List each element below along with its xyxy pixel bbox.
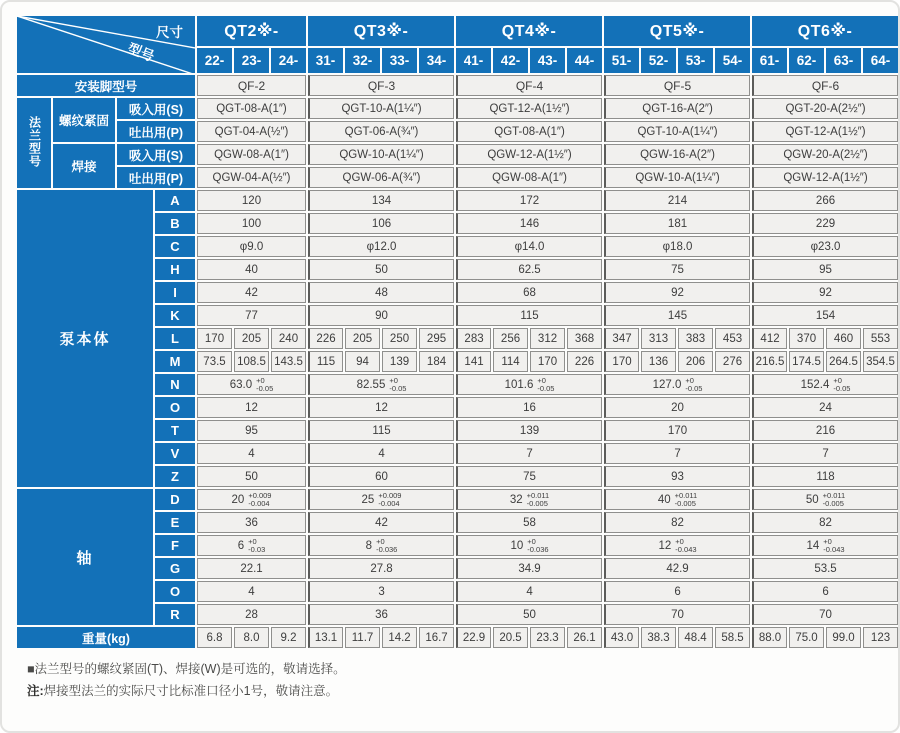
dimension-value: 115 xyxy=(308,420,454,441)
flange-model-value: QGW-12-A(1½″) xyxy=(456,144,602,165)
flange-model-value: QGT-10-A(1¼″) xyxy=(604,121,750,142)
dimension-value: 172 xyxy=(456,190,602,211)
dimension-value: φ23.0 xyxy=(752,236,898,257)
dimension-tolerance-value xyxy=(308,489,454,510)
tol-nominal: 101.6 xyxy=(504,378,534,391)
dimension-letter: R xyxy=(155,604,195,625)
dimension-value: 7 xyxy=(456,443,602,464)
dimension-value: 62.5 xyxy=(456,259,602,280)
dimension-tolerance-value xyxy=(604,374,750,395)
weight-value: 6.8 xyxy=(197,627,232,648)
dimension-letter: A xyxy=(155,190,195,211)
dimension-letter: E xyxy=(155,512,195,533)
flange-model-value: QGT-12-A(1½″) xyxy=(456,98,602,119)
discharge-port-label: 吐出用(P) xyxy=(117,167,195,188)
weight-value: 123 xyxy=(863,627,898,648)
tol-minus: -0.036 xyxy=(527,544,549,554)
dimension-value: 16 xyxy=(456,397,602,418)
model-subheader: 44- xyxy=(567,48,602,73)
tol-nominal: 20 xyxy=(231,493,245,506)
flange-model-value: QGW-06-A(¾″) xyxy=(308,167,454,188)
dimension-tolerance-value xyxy=(197,374,306,395)
dimension-value: 226 xyxy=(567,351,602,372)
corner-cell xyxy=(17,16,195,73)
dimension-value: 108.5 xyxy=(234,351,269,372)
tol-plus: +0.009 xyxy=(248,490,272,500)
dimension-value: 36 xyxy=(308,604,454,625)
dimension-value: 60 xyxy=(308,466,454,487)
dimension-value: 250 xyxy=(382,328,417,349)
suction-port-label: 吸入用(S) xyxy=(117,98,195,119)
tol-nominal: 12 xyxy=(658,539,672,552)
weight-value: 9.2 xyxy=(271,627,306,648)
dimension-value: 264.5 xyxy=(826,351,861,372)
dimension-value: 136 xyxy=(641,351,676,372)
dimension-value: 460 xyxy=(826,328,861,349)
pump-spec-table xyxy=(15,14,900,650)
model-subheader: 31- xyxy=(308,48,343,73)
model-subheader: 63- xyxy=(826,48,861,73)
weight-label: 重量(kg) xyxy=(17,627,195,648)
dimension-value: 170 xyxy=(604,351,639,372)
dimension-value: 50 xyxy=(456,604,602,625)
dimension-value: 114 xyxy=(493,351,528,372)
flange-model-value: QGW-12-A(1½″) xyxy=(752,167,898,188)
weight-value: 11.7 xyxy=(345,627,380,648)
dimension-value: 115 xyxy=(456,305,602,326)
tol-minus: -0.05 xyxy=(537,383,555,393)
tol-minus: -0.05 xyxy=(256,383,274,393)
series-header: QT3※- xyxy=(308,16,454,46)
tol-minus: -0.004 xyxy=(378,498,400,508)
dimension-letter: I xyxy=(155,282,195,303)
dimension-value: 453 xyxy=(715,328,750,349)
tol-plus: +0 xyxy=(376,536,385,546)
tol-minus: -0.05 xyxy=(833,383,851,393)
tol-minus: -0.043 xyxy=(823,544,845,554)
flange-model-value: QGT-20-A(2½″) xyxy=(752,98,898,119)
tol-nominal: 32 xyxy=(509,493,523,506)
dimension-value: 266 xyxy=(752,190,898,211)
dimension-value: 92 xyxy=(752,282,898,303)
dimension-value: 154 xyxy=(752,305,898,326)
dimension-value: 226 xyxy=(308,328,343,349)
dimension-value: 206 xyxy=(678,351,713,372)
dimension-letter: C xyxy=(155,236,195,257)
dimension-value: 27.8 xyxy=(308,558,454,579)
tol-minus: -0.004 xyxy=(248,498,270,508)
tol-nominal: 50 xyxy=(805,493,819,506)
dimension-value: 146 xyxy=(456,213,602,234)
dimension-letter: F xyxy=(155,535,195,556)
tol-minus: -0.05 xyxy=(389,383,407,393)
dimension-tolerance-value xyxy=(308,535,454,556)
dimension-value: 170 xyxy=(197,328,232,349)
mount-foot-value: QF-4 xyxy=(456,75,602,96)
dimension-value: 139 xyxy=(382,351,417,372)
weight-value: 26.1 xyxy=(567,627,602,648)
model-subheader: 62- xyxy=(789,48,824,73)
flange-model-value: QGT-08-A(1″) xyxy=(197,98,306,119)
tol-minus: -0.005 xyxy=(822,498,844,508)
dimension-value: 118 xyxy=(752,466,898,487)
dimension-letter: D xyxy=(155,489,195,510)
dimension-letter: H xyxy=(155,259,195,280)
dimension-value: 77 xyxy=(197,305,306,326)
dimension-value: 34.9 xyxy=(456,558,602,579)
dimension-letter: V xyxy=(155,443,195,464)
tol-plus: +0 xyxy=(527,536,536,546)
tol-nominal: 8 xyxy=(365,539,373,552)
dimension-value: 75 xyxy=(456,466,602,487)
flange-model-value: QGW-16-A(2″) xyxy=(604,144,750,165)
dimension-value: 229 xyxy=(752,213,898,234)
dimension-value: 22.1 xyxy=(197,558,306,579)
weight-value: 43.0 xyxy=(604,627,639,648)
dimension-value: 141 xyxy=(456,351,491,372)
dimension-value: 36 xyxy=(197,512,306,533)
dimension-tolerance-value xyxy=(456,374,602,395)
dimension-value: 48 xyxy=(308,282,454,303)
discharge-port-label: 吐出用(P) xyxy=(117,121,195,142)
mount-foot-value: QF-6 xyxy=(752,75,898,96)
corner-model-label: 型号 xyxy=(125,40,157,65)
model-subheader: 43- xyxy=(530,48,565,73)
flange-model-value: QGT-10-A(1¼″) xyxy=(308,98,454,119)
note-text: 焊接型法兰的实际尺寸比标准口径小1号，敬请注意。 xyxy=(43,684,339,698)
weight-value: 8.0 xyxy=(234,627,269,648)
tol-nominal: 6 xyxy=(237,539,245,552)
weight-value: 22.9 xyxy=(456,627,491,648)
dimension-value: 75 xyxy=(604,259,750,280)
dimension-value: 240 xyxy=(271,328,306,349)
dimension-value: 82 xyxy=(752,512,898,533)
tol-nominal: 152.4 xyxy=(800,378,830,391)
dimension-tolerance-value xyxy=(604,535,750,556)
dimension-value: 95 xyxy=(752,259,898,280)
dimension-value: 40 xyxy=(197,259,306,280)
tol-plus: +0.009 xyxy=(378,490,402,500)
mount-foot-value: QF-5 xyxy=(604,75,750,96)
weight-value: 58.5 xyxy=(715,627,750,648)
dimension-value: 134 xyxy=(308,190,454,211)
dimension-value: 412 xyxy=(752,328,787,349)
dimension-value: 100 xyxy=(197,213,306,234)
weight-value: 16.7 xyxy=(419,627,454,648)
tol-nominal: 40 xyxy=(657,493,671,506)
dimension-value: 82 xyxy=(604,512,750,533)
dimension-value: 90 xyxy=(308,305,454,326)
dimension-value: 120 xyxy=(197,190,306,211)
dimension-value: 313 xyxy=(641,328,676,349)
dimension-tolerance-value xyxy=(604,489,750,510)
tol-plus: +0 xyxy=(685,375,694,385)
dimension-value: 216 xyxy=(752,420,898,441)
corner-size-label: 尺寸 xyxy=(156,25,183,40)
model-subheader: 33- xyxy=(382,48,417,73)
dimension-value: 143.5 xyxy=(271,351,306,372)
dimension-value: 6 xyxy=(752,581,898,602)
dimension-value: φ18.0 xyxy=(604,236,750,257)
flange-model-value: QGW-08-A(1″) xyxy=(197,144,306,165)
series-header: QT6※- xyxy=(752,16,898,46)
flange-model-value: QGT-12-A(1½″) xyxy=(752,121,898,142)
dimension-value: 68 xyxy=(456,282,602,303)
flange-model-value: QGT-06-A(¾″) xyxy=(308,121,454,142)
model-subheader: 24- xyxy=(271,48,306,73)
flange-section-label xyxy=(17,98,51,188)
tol-plus: +0 xyxy=(389,375,398,385)
dimension-value: 368 xyxy=(567,328,602,349)
dimension-value: 295 xyxy=(419,328,454,349)
dimension-tolerance-value xyxy=(456,535,602,556)
dimension-value: 312 xyxy=(530,328,565,349)
tol-plus: +0 xyxy=(833,375,842,385)
weight-value: 38.3 xyxy=(641,627,676,648)
flange-model-value: QGW-10-A(1¼″) xyxy=(604,167,750,188)
dimension-value: 7 xyxy=(752,443,898,464)
note-weld-size xyxy=(27,681,891,699)
dimension-value: 214 xyxy=(604,190,750,211)
flange-model-value: QGW-08-A(1″) xyxy=(456,167,602,188)
dimension-value: 12 xyxy=(197,397,306,418)
dimension-letter: M xyxy=(155,351,195,372)
tol-minus: -0.005 xyxy=(526,498,548,508)
dimension-letter: L xyxy=(155,328,195,349)
dimension-value: 553 xyxy=(863,328,898,349)
dimension-value: 42.9 xyxy=(604,558,750,579)
dimension-value: 276 xyxy=(715,351,750,372)
weight-value: 20.5 xyxy=(493,627,528,648)
dimension-letter: K xyxy=(155,305,195,326)
dimension-value: 347 xyxy=(604,328,639,349)
weight-value: 23.3 xyxy=(530,627,565,648)
dimension-value: 73.5 xyxy=(197,351,232,372)
dimension-value: 28 xyxy=(197,604,306,625)
dimension-value: 4 xyxy=(456,581,602,602)
tol-nominal: 14 xyxy=(806,539,820,552)
flange-model-value: QGW-04-A(½″) xyxy=(197,167,306,188)
note-flange-option: ■法兰型号的螺纹紧固(T)、焊接(W)是可选的，敬请选择。 xyxy=(27,662,346,676)
dimension-value: 174.5 xyxy=(789,351,824,372)
weight-value: 88.0 xyxy=(752,627,787,648)
dimension-value: 70 xyxy=(752,604,898,625)
dimension-value: 4 xyxy=(197,581,306,602)
weight-value: 13.1 xyxy=(308,627,343,648)
dimension-value: 354.5 xyxy=(863,351,898,372)
dimension-value: 53.5 xyxy=(752,558,898,579)
dimension-value: φ14.0 xyxy=(456,236,602,257)
tol-minus: -0.043 xyxy=(675,544,697,554)
dimension-value: 106 xyxy=(308,213,454,234)
tol-plus: +0 xyxy=(256,375,265,385)
weight-value: 75.0 xyxy=(789,627,824,648)
dimension-tolerance-value xyxy=(752,489,898,510)
note-prefix: 注: xyxy=(27,684,44,698)
dimension-tolerance-value xyxy=(197,489,306,510)
tol-minus: -0.005 xyxy=(674,498,696,508)
mount-foot-value: QF-3 xyxy=(308,75,454,96)
dimension-value: 24 xyxy=(752,397,898,418)
dimension-value: 3 xyxy=(308,581,454,602)
tol-plus: +0.011 xyxy=(674,490,698,500)
tol-plus: +0 xyxy=(248,536,257,546)
dimension-tolerance-value xyxy=(308,374,454,395)
dimension-letter: T xyxy=(155,420,195,441)
model-subheader: 22- xyxy=(197,48,232,73)
tol-plus: +0 xyxy=(823,536,832,546)
model-subheader: 51- xyxy=(604,48,639,73)
dimension-value: 256 xyxy=(493,328,528,349)
series-header: QT4※- xyxy=(456,16,602,46)
flange-model-value: QGW-10-A(1¼″) xyxy=(308,144,454,165)
model-subheader: 32- xyxy=(345,48,380,73)
fastening-method-label: 螺纹紧固 xyxy=(53,98,115,142)
welding-method-label: 焊接 xyxy=(53,144,115,188)
tol-minus: -0.036 xyxy=(376,544,398,554)
section-label: 泵本体 xyxy=(17,190,153,487)
dimension-tolerance-value xyxy=(752,535,898,556)
model-subheader: 23- xyxy=(234,48,269,73)
tol-minus: -0.05 xyxy=(685,383,703,393)
section-label: 轴 xyxy=(17,489,153,625)
model-subheader: 53- xyxy=(678,48,713,73)
weight-value: 14.2 xyxy=(382,627,417,648)
dimension-value: 95 xyxy=(197,420,306,441)
dimension-value: 145 xyxy=(604,305,750,326)
tol-plus: +0.011 xyxy=(822,490,846,500)
dimension-value: 42 xyxy=(197,282,306,303)
flange-model-value: QGW-20-A(2½″) xyxy=(752,144,898,165)
dimension-letter: Z xyxy=(155,466,195,487)
dimension-value: 7 xyxy=(604,443,750,464)
weight-value: 48.4 xyxy=(678,627,713,648)
weight-value: 99.0 xyxy=(826,627,861,648)
flange-model-value: QGT-08-A(1″) xyxy=(456,121,602,142)
dimension-value: 94 xyxy=(345,351,380,372)
model-subheader: 42- xyxy=(493,48,528,73)
dimension-value: 70 xyxy=(604,604,750,625)
series-header: QT5※- xyxy=(604,16,750,46)
dimension-value: 283 xyxy=(456,328,491,349)
dimension-value: φ12.0 xyxy=(308,236,454,257)
dimension-letter: B xyxy=(155,213,195,234)
dimension-value: 58 xyxy=(456,512,602,533)
dimension-value: 4 xyxy=(308,443,454,464)
tol-plus: +0 xyxy=(675,536,684,546)
dimension-value: 115 xyxy=(308,351,343,372)
dimension-value: 205 xyxy=(234,328,269,349)
dimension-value: φ9.0 xyxy=(197,236,306,257)
dimension-value: 92 xyxy=(604,282,750,303)
dimension-tolerance-value xyxy=(752,374,898,395)
dimension-value: 42 xyxy=(308,512,454,533)
model-subheader: 52- xyxy=(641,48,676,73)
flange-section-text: 法兰型号 xyxy=(27,115,42,168)
dimension-value: 216.5 xyxy=(752,351,787,372)
dimension-value: 4 xyxy=(197,443,306,464)
dimension-value: 12 xyxy=(308,397,454,418)
dimension-value: 205 xyxy=(345,328,380,349)
dimension-value: 370 xyxy=(789,328,824,349)
dimension-value: 20 xyxy=(604,397,750,418)
dimension-letter: N xyxy=(155,374,195,395)
model-subheader: 54- xyxy=(715,48,750,73)
flange-model-value: QGT-04-A(½″) xyxy=(197,121,306,142)
series-header: QT2※- xyxy=(197,16,306,46)
tol-minus: -0.03 xyxy=(248,544,266,554)
model-subheader: 64- xyxy=(863,48,898,73)
dimension-value: 6 xyxy=(604,581,750,602)
flange-model-value: QGT-16-A(2″) xyxy=(604,98,750,119)
dimension-value: 139 xyxy=(456,420,602,441)
model-subheader: 61- xyxy=(752,48,787,73)
tol-nominal: 127.0 xyxy=(652,378,682,391)
footnotes xyxy=(15,659,891,699)
dimension-value: 50 xyxy=(197,466,306,487)
dimension-value: 181 xyxy=(604,213,750,234)
mount-foot-label: 安装脚型号 xyxy=(17,75,195,96)
tol-nominal: 25 xyxy=(361,493,375,506)
dimension-tolerance-value xyxy=(197,535,306,556)
mount-foot-value: QF-2 xyxy=(197,75,306,96)
tol-nominal: 82.55 xyxy=(356,378,386,391)
model-subheader: 41- xyxy=(456,48,491,73)
dimension-letter: O xyxy=(155,397,195,418)
tol-plus: +0 xyxy=(537,375,546,385)
dimension-value: 170 xyxy=(604,420,750,441)
dimension-value: 383 xyxy=(678,328,713,349)
tol-nominal: 63.0 xyxy=(229,378,253,391)
tol-plus: +0.011 xyxy=(526,490,550,500)
dimension-tolerance-value xyxy=(456,489,602,510)
dimension-value: 170 xyxy=(530,351,565,372)
dimension-value: 184 xyxy=(419,351,454,372)
dimension-letter: O xyxy=(155,581,195,602)
suction-port-label: 吸入用(S) xyxy=(117,144,195,165)
dimension-value: 50 xyxy=(308,259,454,280)
dimension-value: 93 xyxy=(604,466,750,487)
tol-nominal: 10 xyxy=(510,539,524,552)
dimension-letter: G xyxy=(155,558,195,579)
model-subheader: 34- xyxy=(419,48,454,73)
